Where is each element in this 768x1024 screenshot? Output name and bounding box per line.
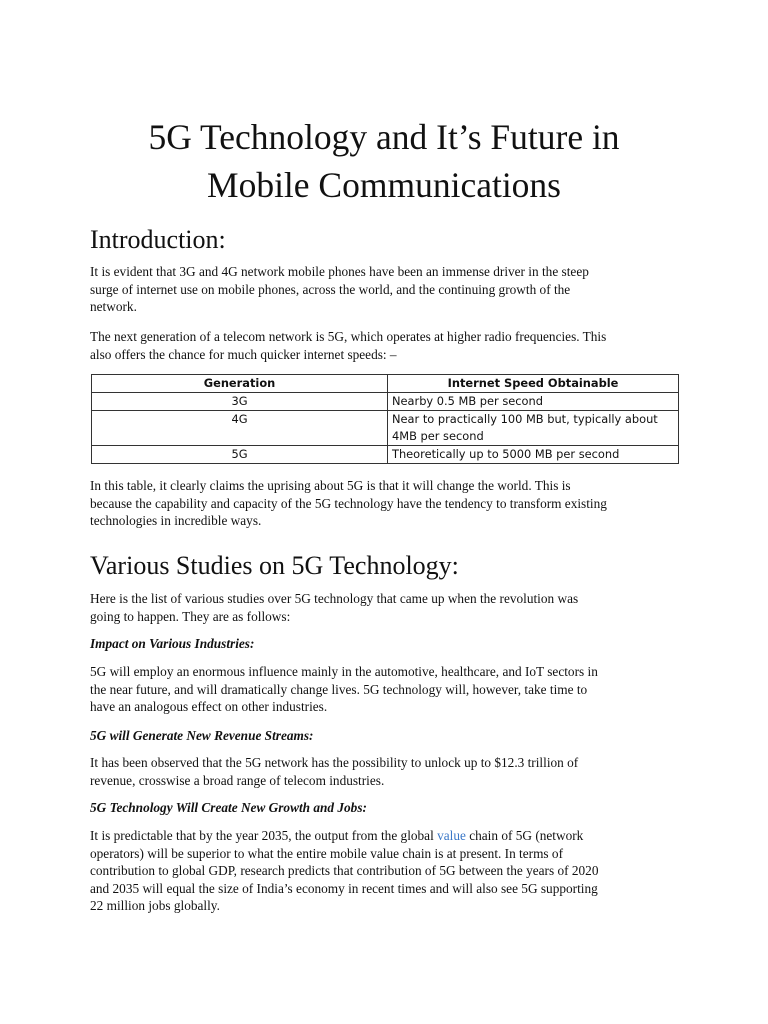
text-line: network.: [90, 299, 137, 315]
column-header-speed: Internet Speed Obtainable: [388, 375, 679, 393]
page-title: [90, 113, 678, 209]
text-line: It is evident that 3G and 4G network mobile phones have been an immense driver in the steep: [90, 264, 589, 279]
text-line: technologies in incredible ways.: [90, 513, 262, 529]
cell-line: Near to practically 100 MB but, typically about: [392, 412, 658, 426]
cell-speed: Theoretically up to 5000 MB per second: [388, 446, 679, 464]
text-line: the near future, and will dramatically change lives. 5G technology will, however, take time to: [90, 681, 588, 697]
studies-heading: Various Studies on 5G Technology:: [90, 551, 459, 580]
text-line: 22 million jobs globally.: [90, 898, 220, 914]
intro-paragraph-1: [90, 263, 680, 316]
growth-jobs-paragraph: [90, 827, 680, 915]
industries-paragraph: [90, 663, 680, 716]
cell-generation: 4G: [92, 411, 388, 446]
text-line: In this table, it clearly claims the uprising about 5G is that it will change the world. This is: [90, 478, 571, 493]
value-link[interactable]: value: [437, 828, 466, 843]
title-line: Mobile Communications: [207, 165, 561, 205]
text-line: and 2035 will equal the size of India’s economy in recent times and will also see 5G supporting: [90, 880, 598, 896]
text-fragment: chain of 5G (network: [465, 828, 584, 843]
intro-paragraph-2: [90, 328, 680, 363]
text-line: also offers the chance for much quicker internet speeds: –: [90, 346, 397, 362]
cell-line: 4MB per second: [392, 429, 484, 443]
text-line: going to happen. They are as follows:: [90, 608, 291, 624]
text-line: surge of internet use on mobile phones, across the world, and the continuing growth of the: [90, 281, 571, 297]
speed-table: [91, 374, 679, 464]
title-line: 5G Technology and It’s Future in: [148, 117, 620, 157]
cell-generation: 5G: [92, 446, 388, 464]
table-summary-paragraph: [90, 477, 680, 530]
cell-speed: [388, 411, 679, 446]
text-line: contribution to global GDP, research predicts that contribution of 5G between the years of 2020: [90, 863, 599, 879]
revenue-paragraph: [90, 754, 680, 789]
table-row: [92, 393, 679, 411]
text-line: 5G will employ an enormous influence mainly in the automotive, healthcare, and IoT sectors in: [90, 664, 598, 679]
text-line: operators) will be superior to what the entire mobile value chain is at present. In terms of: [90, 845, 564, 861]
cell-speed: Nearby 0.5 MB per second: [388, 393, 679, 411]
text-line: because the capability and capacity of the 5G technology have the tendency to transform existing: [90, 495, 607, 511]
text-line: The next generation of a telecom network is 5G, which operates at higher radio frequencies. This: [90, 329, 607, 344]
text-line: It has been observed that the 5G network has the possibility to unlock up to $12.3 trillion of: [90, 755, 579, 770]
cell-generation: 3G: [92, 393, 388, 411]
table-row: [92, 446, 679, 464]
text-line: Here is the list of various studies over 5G technology that came up when the revolution was: [90, 591, 579, 606]
text-fragment: It is predictable that by the year 2035, the output from the global: [90, 828, 438, 843]
table-row: [92, 411, 679, 446]
table-header-row: [92, 375, 679, 393]
text-line: [90, 827, 680, 845]
subheading-industries: Impact on Various Industries:: [90, 636, 255, 651]
text-line: revenue, crosswise a broad range of telecom industries.: [90, 772, 385, 788]
column-header-generation: Generation: [92, 375, 388, 393]
subheading-revenue: 5G will Generate New Revenue Streams:: [90, 728, 314, 743]
intro-heading: Introduction:: [90, 225, 226, 254]
text-line: have an analogous effect on other industries.: [90, 699, 328, 715]
subheading-growth-jobs: 5G Technology Will Create New Growth and Jobs:: [90, 800, 367, 815]
studies-intro-paragraph: [90, 590, 680, 625]
